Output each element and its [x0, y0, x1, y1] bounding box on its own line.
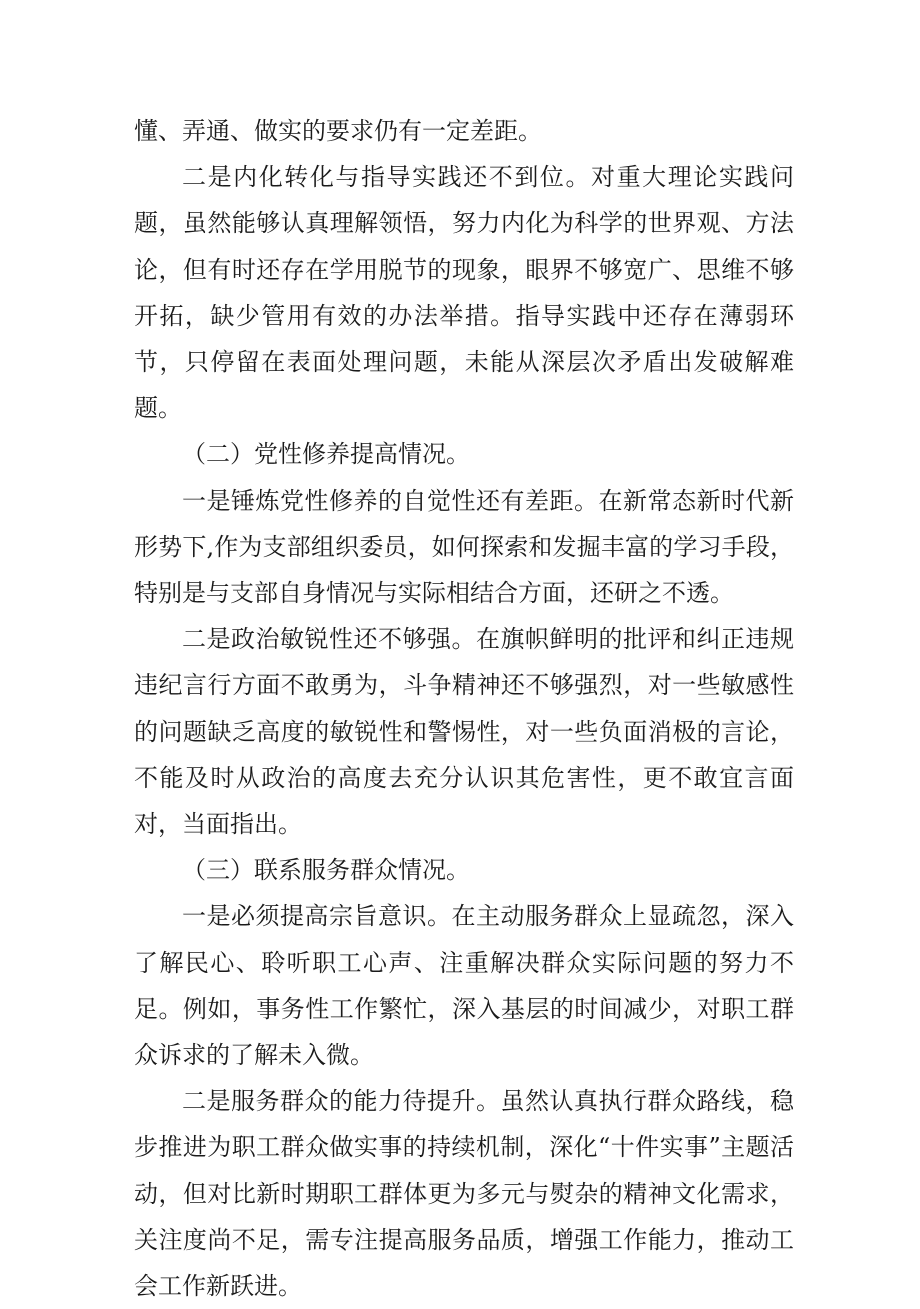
paragraph-continuation: 懂、弄通、做实的要求仍有一定差距。	[134, 117, 542, 145]
document-body	[134, 108, 794, 1309]
paragraph-political-sensitivity: 二是政治敏锐性还不够强。在旗帜鲜明的批评和纠正违规违纪言行方面不敢勇为，斗争精神还不够强烈，对一些敏感性的问题缺乏高度的敏锐性和警惕性，对一些负面消极的言论，不能及时从政治的高度去充分认识其危害性，更不敢宜言面对，当面指出。	[134, 625, 794, 839]
paragraph-purpose-awareness: 一是必须提高宗旨意识。在主动服务群众上显疏忽，深入了解民心、聆听职工心声、注重解决群众实际问题的努力不足。例如，事务性工作繁忙，深入基层的时间减少，对职工群众诉求的了解未入微。	[134, 902, 794, 1070]
paragraph-service-ability: 二是服务群众的能力待提升。虽然认真执行群众路线，稳步推进为职工群众做实事的持续机制，深化“十件实事”主题活动，但对比新时期职工群体更为多元与熨杂的精神文化需求，关注度尚不足，需专注提高服务品质，增强工作能力，推动工会工作新跃进。	[134, 1087, 794, 1301]
section-heading-party-spirit: （二）党性修养提高情况。	[182, 440, 470, 469]
paragraph-party-spirit-awareness: 一是锤炼党性修养的自觉性还有差距。在新常态新时代新形势下,作为支部组织委员，如何探索和发掘丰富的学习手段，特别是与支部自身情况与实际相结合方面，还研之不透。	[134, 486, 794, 608]
paragraph-theory-practice: 二是内化转化与指导实践还不到位。对重大理论实践问题，虽然能够认真理解领悟，努力内化为科学的世界观、方法论，但有时还存在学用脱节的现象，眼界不够宽广、思维不够开拓，缺少管用有效的办法举措。指导实践中还存在薄弱环节，只停留在表面处理问题，未能从深层次矛盾出发破解难题。	[134, 163, 794, 423]
section-heading-serving-masses: （三）联系服务群众情况。	[182, 856, 470, 885]
